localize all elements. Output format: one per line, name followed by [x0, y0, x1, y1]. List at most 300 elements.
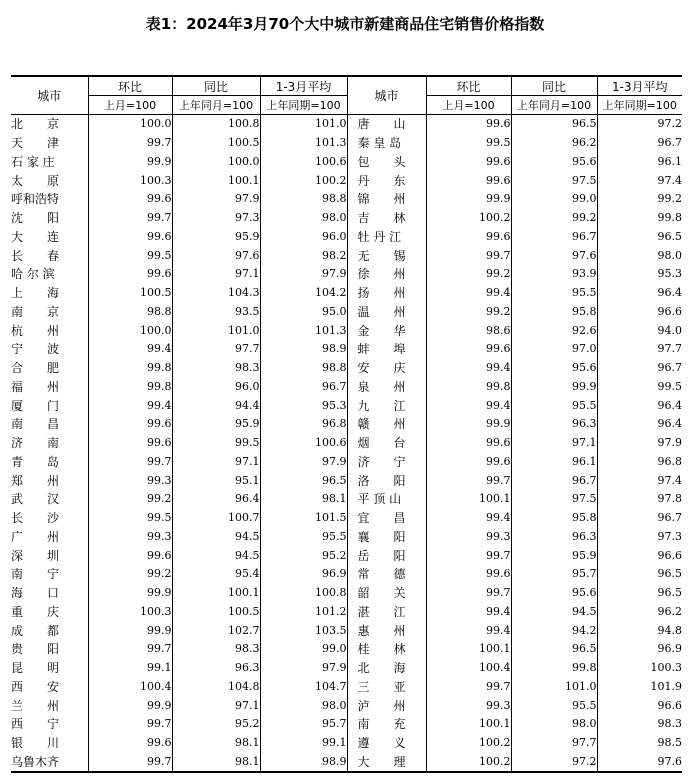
- yoy-cell: 102.7: [172, 621, 260, 640]
- city-cell: 大 理: [347, 753, 426, 773]
- yoy-cell: 97.1: [172, 453, 260, 472]
- table-row: [11, 490, 682, 509]
- avg-cell: 96.8: [260, 415, 347, 434]
- yoy-cell: 96.1: [511, 453, 597, 472]
- city-cell: 韶 关: [347, 584, 426, 603]
- yoy-cell: 99.9: [511, 378, 597, 397]
- city-cell: 天 津: [11, 136, 60, 151]
- yoy-cell: 96.2: [511, 134, 597, 153]
- mom-cell: 99.2: [426, 303, 511, 322]
- avg-cell: 97.4: [597, 171, 682, 190]
- yoy-cell: 94.5: [511, 603, 597, 622]
- city-cell: 上 海: [11, 286, 60, 301]
- avg-cell: 95.0: [260, 303, 347, 322]
- city-cell: 襄 阳: [347, 528, 426, 547]
- city-cell: 湛 江: [347, 603, 426, 622]
- mom-cell: 100.1: [426, 640, 511, 659]
- yoy-cell: 98.0: [511, 715, 597, 734]
- mom-cell: 99.6: [426, 434, 511, 453]
- mom-cell: 99.4: [88, 396, 172, 415]
- avg-cell: 98.0: [597, 246, 682, 265]
- avg-cell: 95.2: [260, 546, 347, 565]
- city-cell: 三 亚: [347, 678, 426, 697]
- table-row: [11, 584, 682, 603]
- mom-cell: 100.4: [426, 659, 511, 678]
- city-cell: 长 春: [11, 248, 60, 263]
- yoy-cell: 98.3: [172, 359, 260, 378]
- city-cell: 西 安: [11, 679, 60, 694]
- mom-cell: 99.5: [88, 246, 172, 265]
- mom-cell: 99.6: [426, 153, 511, 172]
- table-row: [11, 434, 682, 453]
- city-cell: 常 德: [347, 565, 426, 584]
- city-cell: 九 江: [347, 396, 426, 415]
- mom-cell: 100.1: [426, 715, 511, 734]
- avg-cell: 96.5: [597, 565, 682, 584]
- mom-cell: 99.5: [426, 134, 511, 153]
- yoy-cell: 96.3: [172, 659, 260, 678]
- avg-cell: 96.2: [597, 603, 682, 622]
- mom-cell: 99.6: [88, 415, 172, 434]
- price-index-table: [11, 75, 682, 773]
- city-cell: 福 州: [11, 379, 60, 394]
- mom-cell: 99.4: [426, 621, 511, 640]
- avg-base-header: 上年同期=100: [260, 96, 347, 115]
- city-cell: 石 家 庄: [11, 154, 55, 169]
- avg-cell: 96.7: [597, 359, 682, 378]
- table-row: [11, 471, 682, 490]
- avg-cell: 97.3: [597, 528, 682, 547]
- avg-cell: 98.5: [597, 734, 682, 753]
- yoy-cell: 98.1: [172, 734, 260, 753]
- yoy-cell: 97.5: [511, 490, 597, 509]
- avg-cell: 98.0: [260, 209, 347, 228]
- yoy-cell: 93.9: [511, 265, 597, 284]
- avg-cell: 99.0: [260, 640, 347, 659]
- mom-cell: 99.9: [426, 415, 511, 434]
- mom-cell: 100.3: [88, 171, 172, 190]
- yoy-cell: 98.3: [172, 640, 260, 659]
- city-cell: 锦 州: [347, 190, 426, 209]
- mom-cell: 99.2: [426, 265, 511, 284]
- yoy-cell: 101.0: [172, 321, 260, 340]
- mom-cell: 99.9: [88, 621, 172, 640]
- city-cell: 洛 阳: [347, 471, 426, 490]
- avg-cell: 96.6: [597, 546, 682, 565]
- table-row: [11, 734, 682, 753]
- avg-cell: 96.5: [260, 471, 347, 490]
- table-row: [11, 115, 682, 134]
- mom-cell: 100.2: [426, 734, 511, 753]
- avg-cell: 96.5: [597, 584, 682, 603]
- mom-cell: 99.6: [426, 115, 511, 134]
- avg-header: 1-3月平均: [597, 76, 682, 96]
- yoy-cell: 96.0: [172, 378, 260, 397]
- mom-cell: 99.7: [426, 546, 511, 565]
- table-row: [11, 153, 682, 172]
- city-cell: 包 头: [347, 153, 426, 172]
- avg-cell: 98.8: [260, 190, 347, 209]
- table-row: [11, 228, 682, 247]
- city-cell: 兰 州: [11, 698, 60, 713]
- yoy-cell: 95.8: [511, 509, 597, 528]
- table-row: [11, 415, 682, 434]
- city-cell: 遵 义: [347, 734, 426, 753]
- city-cell: 丹 东: [347, 171, 426, 190]
- yoy-cell: 95.1: [172, 471, 260, 490]
- mom-cell: 100.0: [88, 115, 172, 134]
- mom-cell: 99.5: [88, 509, 172, 528]
- city-cell: 泸 州: [347, 696, 426, 715]
- yoy-cell: 101.0: [511, 678, 597, 697]
- city-cell: 惠 州: [347, 621, 426, 640]
- city-cell: 武 汉: [11, 492, 60, 507]
- mom-base-header: 上月=100: [426, 96, 511, 115]
- yoy-cell: 96.3: [511, 415, 597, 434]
- city-cell: 扬 州: [347, 284, 426, 303]
- yoy-cell: 97.9: [172, 190, 260, 209]
- mom-cell: 99.7: [88, 134, 172, 153]
- table-row: [11, 246, 682, 265]
- table-row: [11, 715, 682, 734]
- mom-cell: 99.7: [88, 209, 172, 228]
- city-cell: 南 宁: [11, 567, 60, 582]
- table-row: [11, 640, 682, 659]
- mom-cell: 99.4: [426, 396, 511, 415]
- yoy-cell: 100.1: [172, 171, 260, 190]
- city-cell: 泉 州: [347, 378, 426, 397]
- city-cell: 广 州: [11, 529, 60, 544]
- avg-cell: 96.0: [260, 228, 347, 247]
- yoy-cell: 97.6: [172, 246, 260, 265]
- city-header: 城市: [11, 76, 88, 115]
- avg-cell: 96.5: [597, 228, 682, 247]
- mom-cell: 98.8: [88, 303, 172, 322]
- yoy-cell: 96.3: [511, 528, 597, 547]
- avg-cell: 98.0: [260, 696, 347, 715]
- yoy-cell: 94.4: [172, 396, 260, 415]
- avg-cell: 101.0: [260, 115, 347, 134]
- yoy-cell: 99.0: [511, 190, 597, 209]
- mom-cell: 99.8: [88, 378, 172, 397]
- city-cell: 贵 阳: [11, 642, 60, 657]
- yoy-cell: 100.7: [172, 509, 260, 528]
- city-cell: 北 京: [11, 117, 60, 132]
- mom-cell: 99.6: [426, 453, 511, 472]
- city-cell: 南 充: [347, 715, 426, 734]
- yoy-cell: 104.3: [172, 284, 260, 303]
- table-row: [11, 546, 682, 565]
- avg-cell: 100.3: [597, 659, 682, 678]
- yoy-cell: 95.2: [172, 715, 260, 734]
- yoy-cell: 92.6: [511, 321, 597, 340]
- avg-cell: 101.5: [260, 509, 347, 528]
- city-cell: 温 州: [347, 303, 426, 322]
- city-cell: 青 岛: [11, 454, 60, 469]
- mom-header: 环比: [88, 76, 172, 96]
- mom-cell: 99.4: [426, 603, 511, 622]
- yoy-base-header: 上年同月=100: [511, 96, 597, 115]
- city-cell: 平 顶 山: [347, 490, 426, 509]
- table-row: [11, 209, 682, 228]
- table-title: 表1：2024年3月70个大中城市新建商品住宅销售价格指数: [145, 15, 545, 33]
- avg-cell: 96.9: [260, 565, 347, 584]
- city-cell: 北 海: [347, 659, 426, 678]
- city-cell: 郑 州: [11, 473, 60, 488]
- avg-cell: 98.2: [260, 246, 347, 265]
- avg-cell: 101.2: [260, 603, 347, 622]
- avg-cell: 100.8: [260, 584, 347, 603]
- avg-cell: 100.6: [260, 153, 347, 172]
- mom-cell: 99.8: [88, 359, 172, 378]
- avg-cell: 101.9: [597, 678, 682, 697]
- yoy-cell: 104.8: [172, 678, 260, 697]
- mom-cell: 99.3: [426, 696, 511, 715]
- avg-cell: 98.9: [260, 753, 347, 773]
- table-row: [11, 171, 682, 190]
- yoy-cell: 94.2: [511, 621, 597, 640]
- mom-cell: 99.6: [426, 340, 511, 359]
- city-header: 城市: [347, 76, 426, 115]
- yoy-cell: 96.5: [511, 640, 597, 659]
- avg-cell: 97.4: [597, 471, 682, 490]
- yoy-cell: 95.5: [511, 696, 597, 715]
- city-cell: 济 宁: [347, 453, 426, 472]
- yoy-cell: 95.4: [172, 565, 260, 584]
- city-cell: 南 京: [11, 304, 60, 319]
- avg-cell: 98.1: [260, 490, 347, 509]
- table-row: [11, 190, 682, 209]
- city-cell: 无 锡: [347, 246, 426, 265]
- mom-cell: 99.2: [88, 565, 172, 584]
- yoy-cell: 94.5: [172, 546, 260, 565]
- avg-cell: 98.9: [260, 340, 347, 359]
- yoy-cell: 99.8: [511, 659, 597, 678]
- table-row: [11, 509, 682, 528]
- yoy-cell: 94.5: [172, 528, 260, 547]
- avg-cell: 99.2: [597, 190, 682, 209]
- table-row: [11, 284, 682, 303]
- avg-cell: 96.6: [597, 303, 682, 322]
- table-row: [11, 321, 682, 340]
- avg-cell: 95.3: [597, 265, 682, 284]
- avg-cell: 96.8: [597, 453, 682, 472]
- table-row: [11, 265, 682, 284]
- avg-cell: 96.4: [597, 415, 682, 434]
- avg-cell: 101.3: [260, 321, 347, 340]
- mom-cell: 99.9: [88, 584, 172, 603]
- city-cell: 牡 丹 江: [347, 228, 426, 247]
- mom-cell: 99.3: [426, 528, 511, 547]
- yoy-cell: 97.0: [511, 340, 597, 359]
- avg-cell: 95.3: [260, 396, 347, 415]
- city-cell: 银 川: [11, 736, 60, 751]
- yoy-cell: 100.5: [172, 603, 260, 622]
- avg-cell: 98.8: [260, 359, 347, 378]
- yoy-cell: 97.1: [172, 265, 260, 284]
- city-cell: 徐 州: [347, 265, 426, 284]
- yoy-header: 同比: [511, 76, 597, 96]
- mom-cell: 99.4: [426, 509, 511, 528]
- yoy-cell: 96.4: [172, 490, 260, 509]
- mom-cell: 99.7: [426, 471, 511, 490]
- city-cell: 重 庆: [11, 604, 60, 619]
- yoy-cell: 97.1: [172, 696, 260, 715]
- table-row: [11, 340, 682, 359]
- yoy-cell: 97.7: [172, 340, 260, 359]
- yoy-cell: 95.9: [172, 415, 260, 434]
- city-cell: 宜 昌: [347, 509, 426, 528]
- yoy-cell: 96.7: [511, 471, 597, 490]
- mom-cell: 99.3: [88, 471, 172, 490]
- avg-cell: 95.7: [260, 715, 347, 734]
- mom-base-header: 上月=100: [88, 96, 172, 115]
- city-cell: 西 宁: [11, 717, 60, 732]
- city-cell: 乌鲁木齐: [11, 753, 88, 773]
- table-row: [11, 134, 682, 153]
- yoy-cell: 100.1: [172, 584, 260, 603]
- avg-header: 1-3月平均: [260, 76, 347, 96]
- yoy-cell: 95.9: [511, 546, 597, 565]
- yoy-cell: 97.2: [511, 753, 597, 773]
- mom-cell: 99.7: [88, 453, 172, 472]
- city-cell: 呼和浩特: [11, 192, 60, 207]
- mom-cell: 100.3: [88, 603, 172, 622]
- mom-cell: 99.9: [88, 696, 172, 715]
- table-row: [11, 453, 682, 472]
- city-cell: 安 庆: [347, 359, 426, 378]
- city-cell: 济 南: [11, 436, 60, 451]
- mom-cell: 99.9: [426, 190, 511, 209]
- avg-cell: 97.7: [597, 340, 682, 359]
- mom-cell: 100.1: [426, 490, 511, 509]
- mom-cell: 99.6: [88, 228, 172, 247]
- mom-cell: 99.7: [426, 584, 511, 603]
- yoy-cell: 95.5: [511, 284, 597, 303]
- yoy-cell: 95.9: [172, 228, 260, 247]
- city-cell: 金 华: [347, 321, 426, 340]
- yoy-cell: 97.6: [511, 246, 597, 265]
- city-cell: 大 连: [11, 229, 60, 244]
- avg-cell: 96.7: [260, 378, 347, 397]
- yoy-cell: 93.5: [172, 303, 260, 322]
- city-cell: 吉 林: [347, 209, 426, 228]
- city-cell: 太 原: [11, 173, 60, 188]
- avg-cell: 95.5: [260, 528, 347, 547]
- table-row: [11, 678, 682, 697]
- avg-cell: 97.9: [260, 265, 347, 284]
- mom-header: 环比: [426, 76, 511, 96]
- city-cell: 深 圳: [11, 548, 60, 563]
- mom-cell: 100.2: [426, 209, 511, 228]
- city-cell: 沈 阳: [11, 211, 60, 226]
- table-row: [11, 603, 682, 622]
- yoy-cell: 99.5: [172, 434, 260, 453]
- city-cell: 桂 林: [347, 640, 426, 659]
- city-cell: 唐 山: [347, 115, 426, 134]
- yoy-cell: 100.0: [172, 153, 260, 172]
- mom-cell: 99.7: [426, 678, 511, 697]
- city-cell: 成 都: [11, 623, 60, 638]
- avg-cell: 96.6: [597, 696, 682, 715]
- avg-cell: 96.7: [597, 134, 682, 153]
- mom-cell: 100.2: [426, 753, 511, 773]
- avg-cell: 94.8: [597, 621, 682, 640]
- mom-cell: 99.9: [88, 153, 172, 172]
- avg-cell: 97.9: [260, 659, 347, 678]
- mom-cell: 99.7: [88, 640, 172, 659]
- avg-cell: 103.5: [260, 621, 347, 640]
- mom-cell: 100.5: [88, 284, 172, 303]
- mom-cell: 99.8: [426, 378, 511, 397]
- yoy-cell: 95.6: [511, 153, 597, 172]
- city-cell: 海 口: [11, 586, 60, 601]
- city-cell: 长 沙: [11, 511, 60, 526]
- mom-cell: 99.1: [88, 659, 172, 678]
- yoy-cell: 100.5: [172, 134, 260, 153]
- mom-cell: 100.4: [88, 678, 172, 697]
- table-row: [11, 303, 682, 322]
- mom-cell: 98.6: [426, 321, 511, 340]
- header-row-base: [11, 96, 682, 115]
- avg-cell: 99.1: [260, 734, 347, 753]
- table-row: [11, 621, 682, 640]
- table-row: [11, 396, 682, 415]
- avg-cell: 99.8: [597, 209, 682, 228]
- mom-cell: 99.3: [88, 528, 172, 547]
- avg-base-header: 上年同期=100: [597, 96, 682, 115]
- avg-cell: 96.4: [597, 284, 682, 303]
- mom-cell: 100.0: [88, 321, 172, 340]
- avg-cell: 96.4: [597, 396, 682, 415]
- mom-cell: 99.7: [88, 715, 172, 734]
- city-cell: 南 昌: [11, 417, 60, 432]
- avg-cell: 97.9: [260, 453, 347, 472]
- city-cell: 蚌 埠: [347, 340, 426, 359]
- table-body: [11, 115, 682, 773]
- city-cell: 昆 明: [11, 661, 60, 676]
- mom-cell: 99.6: [426, 228, 511, 247]
- avg-cell: 104.2: [260, 284, 347, 303]
- avg-cell: 97.9: [597, 434, 682, 453]
- table-row: [11, 359, 682, 378]
- avg-cell: 94.0: [597, 321, 682, 340]
- yoy-cell: 95.7: [511, 565, 597, 584]
- yoy-cell: 99.2: [511, 209, 597, 228]
- table-row: [11, 659, 682, 678]
- mom-cell: 99.6: [88, 734, 172, 753]
- city-cell: 合 肥: [11, 361, 60, 376]
- avg-cell: 98.3: [597, 715, 682, 734]
- yoy-cell: 95.6: [511, 359, 597, 378]
- city-cell: 烟 台: [347, 434, 426, 453]
- yoy-cell: 96.7: [511, 228, 597, 247]
- mom-cell: 99.2: [88, 490, 172, 509]
- table-row: [11, 696, 682, 715]
- avg-cell: 97.8: [597, 490, 682, 509]
- yoy-cell: 97.1: [511, 434, 597, 453]
- yoy-cell: 97.7: [511, 734, 597, 753]
- yoy-cell: 95.6: [511, 584, 597, 603]
- mom-cell: 99.4: [426, 359, 511, 378]
- city-cell: 岳 阳: [347, 546, 426, 565]
- avg-cell: 101.3: [260, 134, 347, 153]
- avg-cell: 100.6: [260, 434, 347, 453]
- yoy-header: 同比: [172, 76, 260, 96]
- mom-cell: 99.7: [426, 246, 511, 265]
- yoy-cell: 95.8: [511, 303, 597, 322]
- mom-cell: 99.4: [88, 340, 172, 359]
